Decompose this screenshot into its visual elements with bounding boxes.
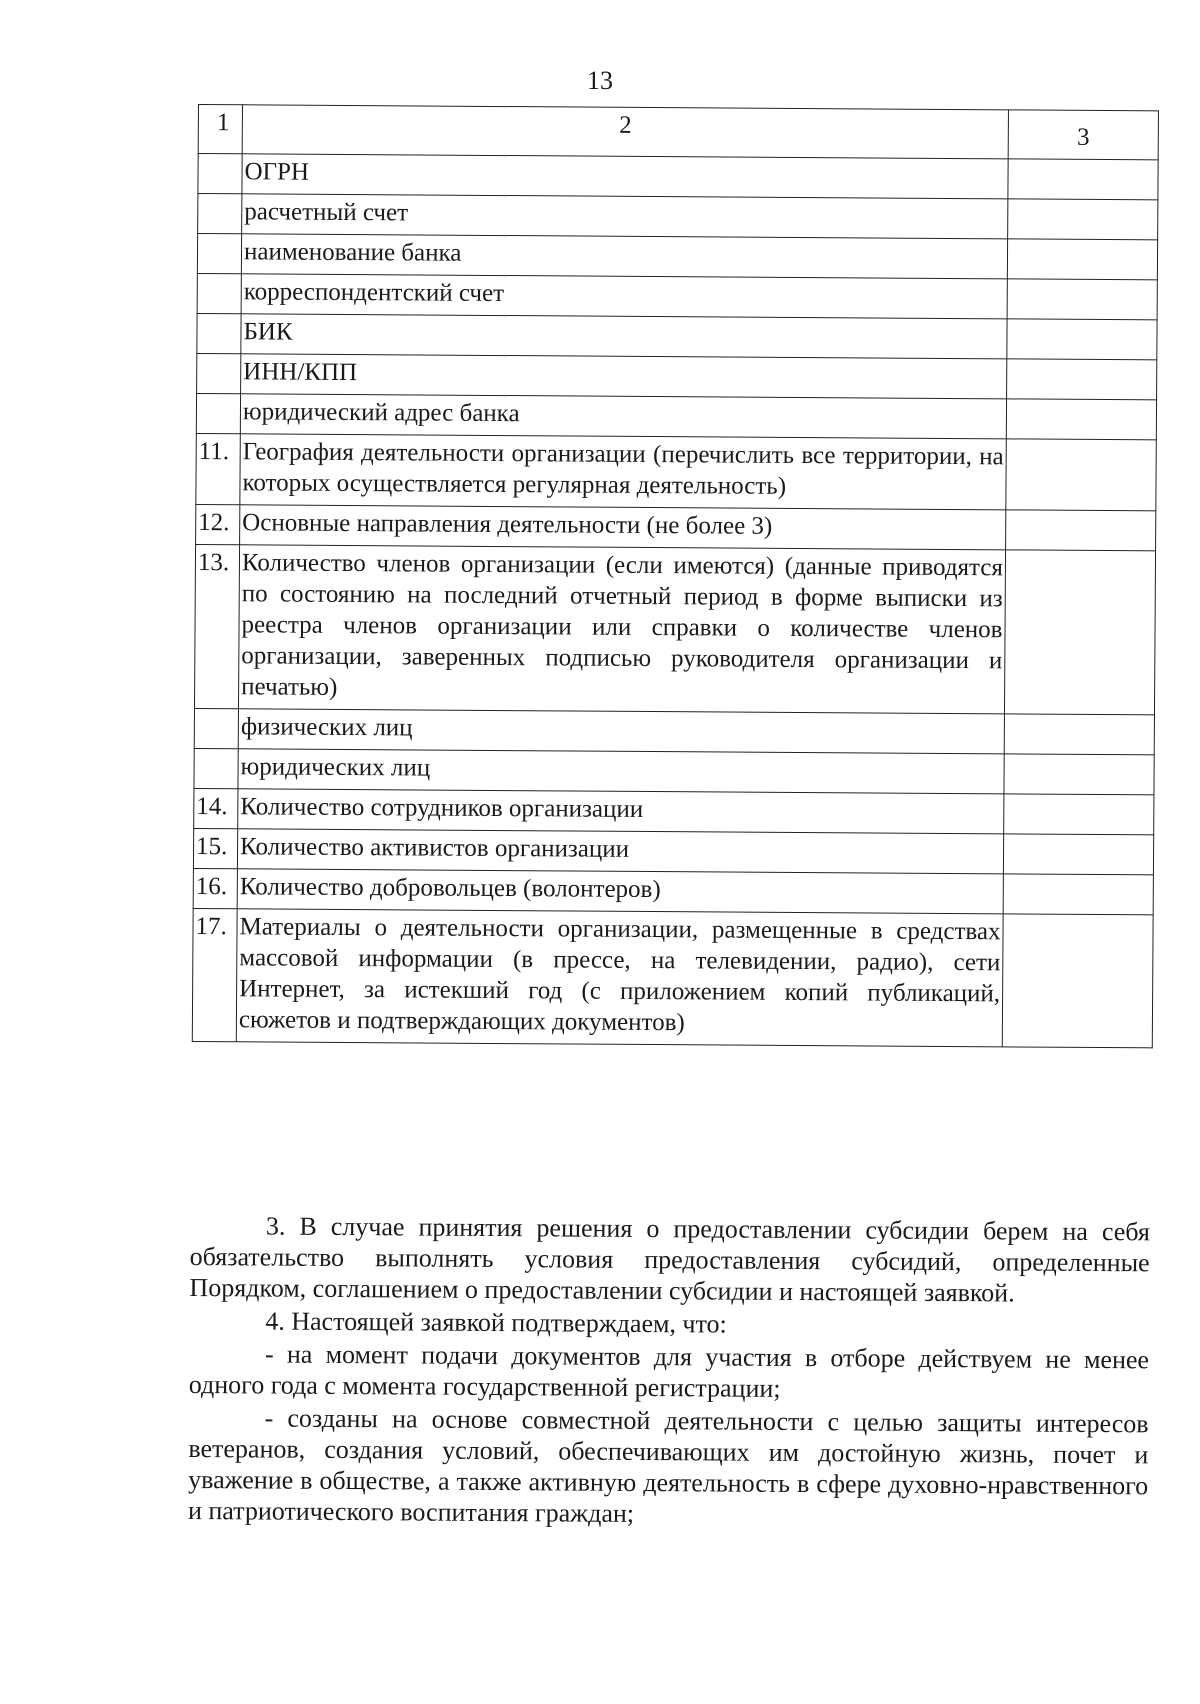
row-number (194, 708, 238, 748)
table-row (197, 273, 1157, 319)
row-number: 12. (196, 504, 240, 544)
table-row (197, 234, 1157, 280)
row-text: Количество сотрудников организации (238, 789, 1004, 834)
row-number: 16. (193, 868, 237, 908)
row-value (1003, 874, 1153, 915)
row-text: корреспондентский счет (241, 274, 1007, 319)
table-row (196, 433, 1156, 510)
row-number (197, 273, 241, 313)
row-number: 13. (194, 544, 239, 708)
row-number: 17. (192, 908, 237, 1041)
row-value (1007, 359, 1157, 400)
row-value (1006, 399, 1156, 440)
table-row (198, 194, 1158, 240)
column-header-2: 2 (242, 105, 1008, 159)
table-row (193, 868, 1153, 914)
row-text: Основные направления деятельности (не более 3) (240, 505, 1006, 550)
row-number (198, 194, 242, 234)
table-row (193, 828, 1153, 874)
row-value (1002, 914, 1153, 1048)
row-number (196, 393, 240, 433)
row-text: Количество добровольцев (волонтеров) (237, 869, 1003, 914)
table-row (198, 154, 1158, 200)
row-text: География деятельности организации (перечислить все территории, на которых осуществляется регулярная деятельность) (240, 434, 1006, 510)
table-row (194, 748, 1154, 794)
row-number (197, 313, 241, 353)
row-value (1008, 199, 1158, 240)
paragraph-bullet-registration: - на момент подачи документов для участия в отборе действуем не менее одного года с момента государственной регистрации; (188, 1339, 1150, 1403)
body-text (188, 1210, 1150, 1534)
row-number (197, 234, 241, 274)
row-value (1004, 794, 1154, 835)
column-header-1: 1 (198, 105, 242, 154)
row-value (1004, 754, 1154, 795)
row-text: юридических лиц (238, 749, 1004, 794)
row-text: Материалы о деятельности организации, размещенные в средствах массовой информации (в прессе, на телевидении, радио), сети Интернет, за истекший год (с приложением копий публикаций, сюжетов и подтверждающих документов) (236, 909, 1003, 1047)
row-number (197, 353, 241, 393)
row-number (194, 748, 238, 788)
row-text: ОГРН (242, 154, 1008, 199)
table-row (194, 544, 1155, 714)
row-text: Количество активистов организации (237, 829, 1003, 874)
row-value (1007, 319, 1157, 360)
row-value (1006, 510, 1156, 551)
row-text: БИК (241, 314, 1007, 359)
row-text: юридический адрес банка (240, 394, 1006, 439)
row-value (1004, 714, 1154, 755)
application-form-table (192, 104, 1159, 1048)
table-row (194, 708, 1154, 754)
row-value (1007, 279, 1157, 320)
row-text: ИНН/КПП (241, 354, 1007, 399)
paragraph-confirmation: 4. Настоящей заявкой подтверждаем, что: (265, 1306, 727, 1339)
table-row (192, 908, 1153, 1047)
paragraph-bullet-purpose: - созданы на основе совместной деятельности с целью защиты интересов ветеранов, создания условий, обеспечивающих им достойную жизнь, почет и уважение в обществе, а также активную деятельность в сфере духовно-нравственного и патриотического воспитания граждан; (187, 1403, 1149, 1528)
row-number (198, 154, 242, 194)
row-text: расчетный счет (242, 194, 1008, 239)
table-row (196, 504, 1156, 550)
row-value (1008, 159, 1158, 200)
row-text: физических лиц (238, 709, 1004, 754)
row-value (1004, 550, 1155, 715)
page-number: 13 (587, 66, 613, 95)
row-value (1007, 239, 1157, 280)
row-number: 14. (194, 788, 238, 828)
table-header-row (198, 105, 1158, 160)
row-number: 15. (193, 828, 237, 868)
table-row (196, 393, 1156, 439)
paragraph-obligation: 3. В случае принятия решения о предоставлении субсидии берем на себя обязательство выполнять условия предоставления субсидий, определенные Порядком, соглашением о предоставлении субсидии и настоящей заявкой. (189, 1211, 1150, 1308)
row-text: Количество членов организации (если имеются) (данные приводятся по состоянию на последний отчетный период в форме выписки из реестра членов организации или справки о количестве членов организации, заверенных подписью руководителя организации и печатью) (238, 545, 1005, 714)
row-value (1006, 439, 1156, 511)
row-value (1003, 834, 1153, 875)
column-header-3: 3 (1008, 110, 1158, 160)
table-row (197, 313, 1157, 359)
table-row (194, 788, 1154, 834)
row-text: наименование банка (241, 234, 1007, 279)
table-row (197, 353, 1157, 399)
row-number: 11. (196, 433, 240, 504)
